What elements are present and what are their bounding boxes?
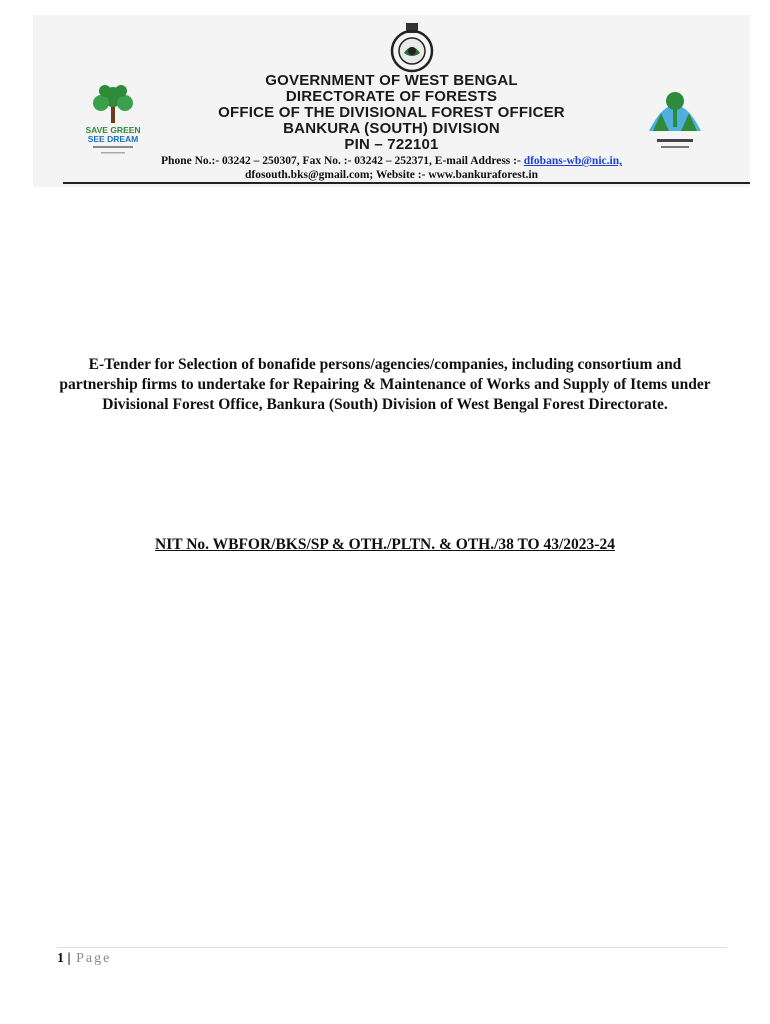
page-separator: | (67, 951, 71, 966)
contact-phone-fax: Phone No.:- 03242 – 250307, Fax No. :- 03242 – 252371, E-mail Address :- (161, 155, 524, 167)
page-number: 1 (57, 951, 64, 966)
letterhead-government: GOVERNMENT OF WEST BENGAL (265, 72, 518, 89)
logo-text-line2: SEE DREAM (87, 134, 139, 144)
page-footer (57, 951, 111, 967)
nit-number: NIT No. WBFOR/BKS/SP & OTH./PLTN. & OTH./38 TO 43/2023-24 (155, 536, 615, 553)
letterhead-divider (63, 182, 750, 184)
letterhead-pin: PIN – 722101 (344, 136, 439, 153)
page-word: Page (76, 951, 112, 966)
letterhead-division: BANKURA (SOUTH) DIVISION (283, 120, 500, 137)
email-2[interactable]: dfosouth.bks@gmail.com; (244, 169, 374, 181)
logo-text-line1: SAVE GREEN (85, 125, 141, 135)
contact-line-1 (33, 154, 750, 168)
west-bengal-emblem-icon (390, 23, 434, 73)
website-link[interactable]: www.bankuraforest.in (428, 169, 539, 181)
tender-title: E-Tender for Selection of bonafide persons/agencies/companies, including consortium and partnership firms to undertake for Repairing & Maintenance of Works and Supply of Items under Divisional Forest Office, Bankura (South) Division of West Bengal Forest Directorate. (59, 356, 711, 413)
letterhead-office: OFFICE OF THE DIVISIONAL FOREST OFFICER (218, 104, 565, 121)
letterhead (33, 15, 750, 187)
website-label: Website :- (373, 169, 429, 181)
letterhead-directorate: DIRECTORATE OF FORESTS (285, 88, 498, 105)
footer-divider (57, 947, 727, 948)
contact-line-2 (33, 168, 750, 182)
email-link-1[interactable]: dfobans-wb@nic.in, (523, 155, 622, 167)
